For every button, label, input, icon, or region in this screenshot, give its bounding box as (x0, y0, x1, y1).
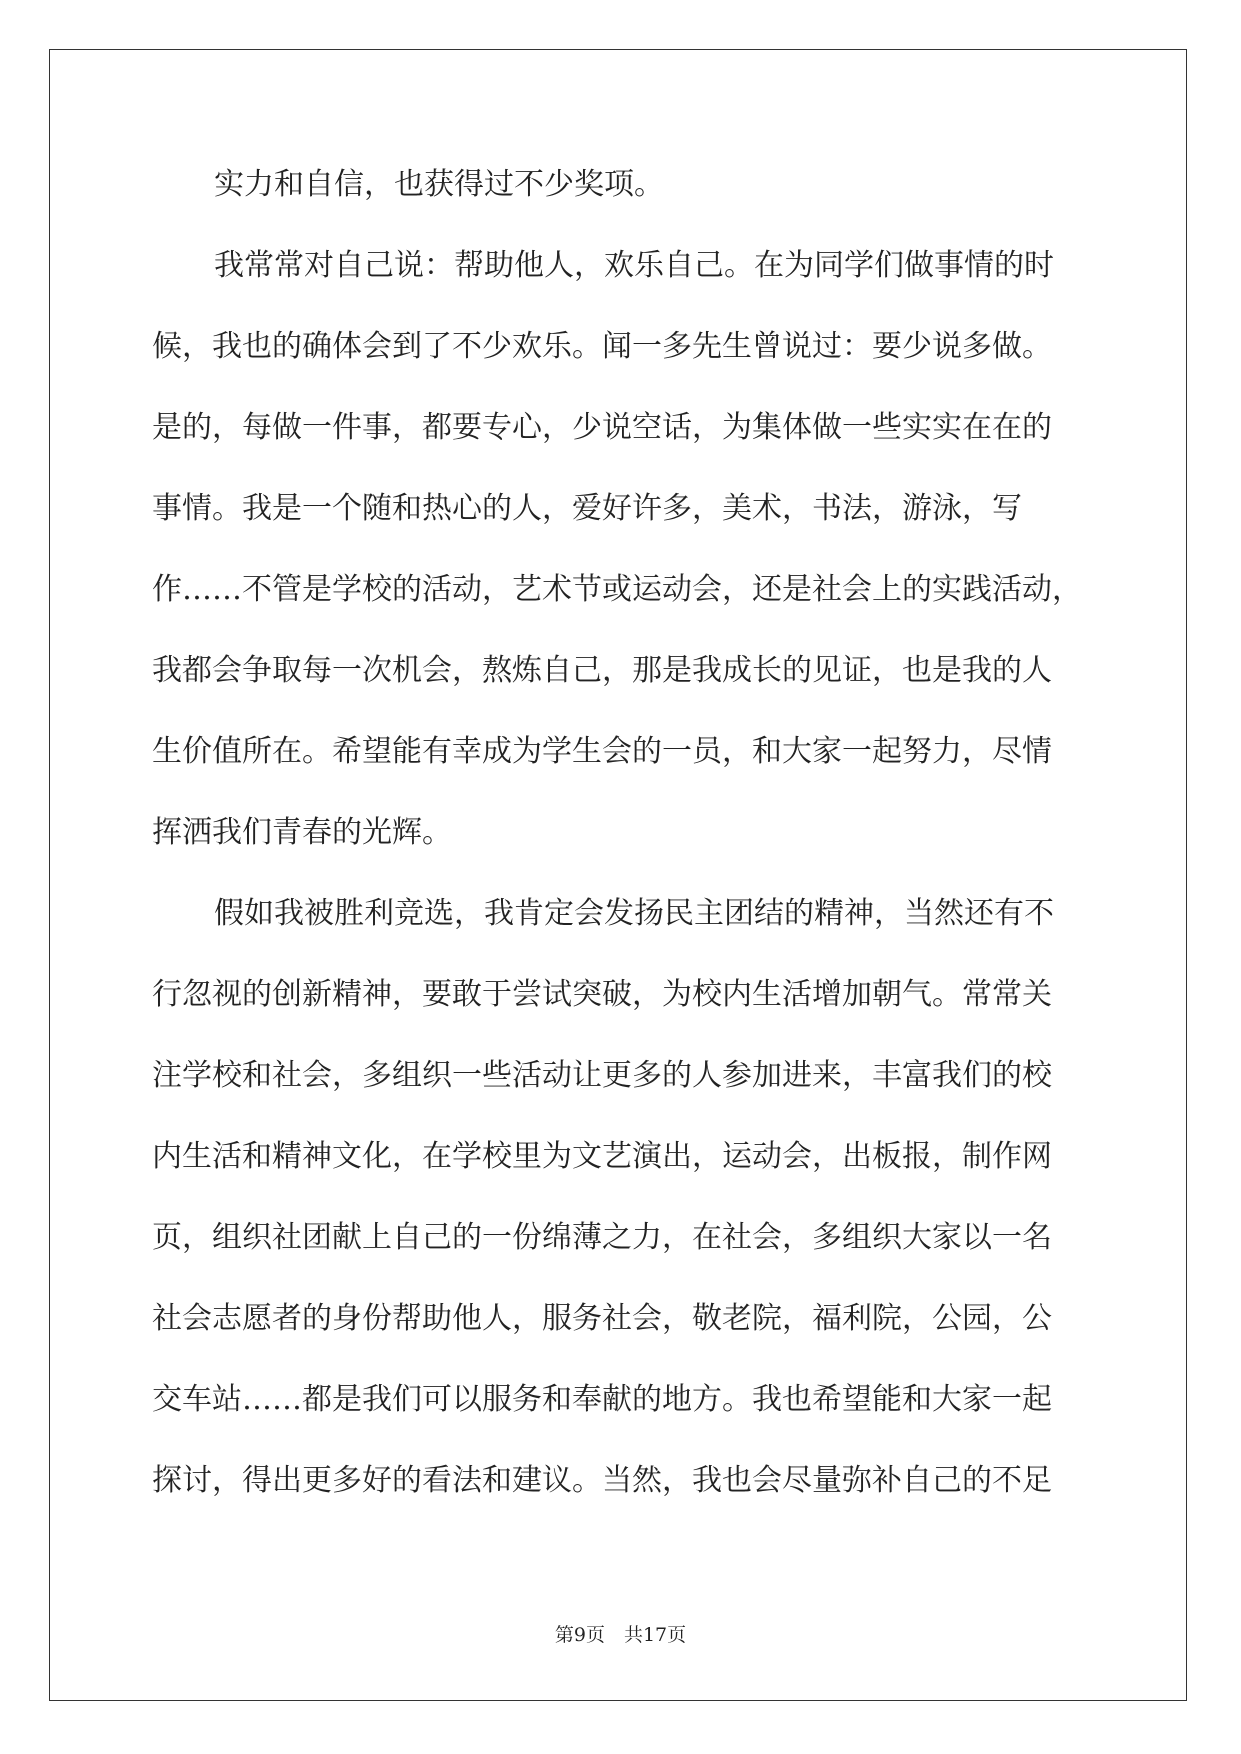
text-line: 候，我也的确体会到了不少欢乐。闻一多先生曾说过：要少说多做。 (152, 329, 1052, 364)
text-line: 作……不管是学校的活动，艺术节或运动会，还是社会上的实践活动， (152, 572, 1082, 607)
text-line: 行忽视的创新精神，要敢于尝试突破，为校内生活增加朝气。常常关 (152, 977, 1052, 1012)
text-line: 是的，每做一件事，都要专心，少说空话，为集体做一些实实在在的 (152, 410, 1052, 445)
text-line: 探讨，得出更多好的看法和建议。当然，我也会尽量弥补自己的不足 (152, 1463, 1052, 1498)
page-number: 第9页 共17页 (554, 1624, 687, 1646)
text-line: 假如我被胜利竞选，我肯定会发扬民主团结的精神，当然还有不 (214, 896, 1054, 931)
page-border (49, 49, 1187, 1701)
text-line: 页，组织社团献上自己的一份绵薄之力，在社会，多组织大家以一名 (152, 1220, 1052, 1255)
text-line: 挥洒我们青春的光辉。 (152, 815, 452, 850)
text-line: 我常常对自己说：帮助他人，欢乐自己。在为同学们做事情的时 (214, 248, 1054, 283)
text-line: 注学校和社会，多组织一些活动让更多的人参加进来，丰富我们的校 (152, 1058, 1052, 1093)
text-line: 实力和自信，也获得过不少奖项。 (214, 167, 664, 202)
text-line: 内生活和精神文化，在学校里为文艺演出，运动会，出板报，制作网 (152, 1139, 1052, 1174)
text-line: 事情。我是一个随和热心的人，爱好许多，美术，书法，游泳，写 (152, 491, 1022, 526)
text-line: 我都会争取每一次机会，熬炼自己，那是我成长的见证，也是我的人 (152, 653, 1052, 688)
text-line: 生价值所在。希望能有幸成为学生会的一员，和大家一起努力，尽情 (152, 734, 1052, 769)
text-line: 社会志愿者的身份帮助他人，服务社会，敬老院，福利院，公园，公 (152, 1301, 1052, 1336)
text-line: 交车站……都是我们可以服务和奉献的地方。我也希望能和大家一起 (152, 1382, 1052, 1417)
